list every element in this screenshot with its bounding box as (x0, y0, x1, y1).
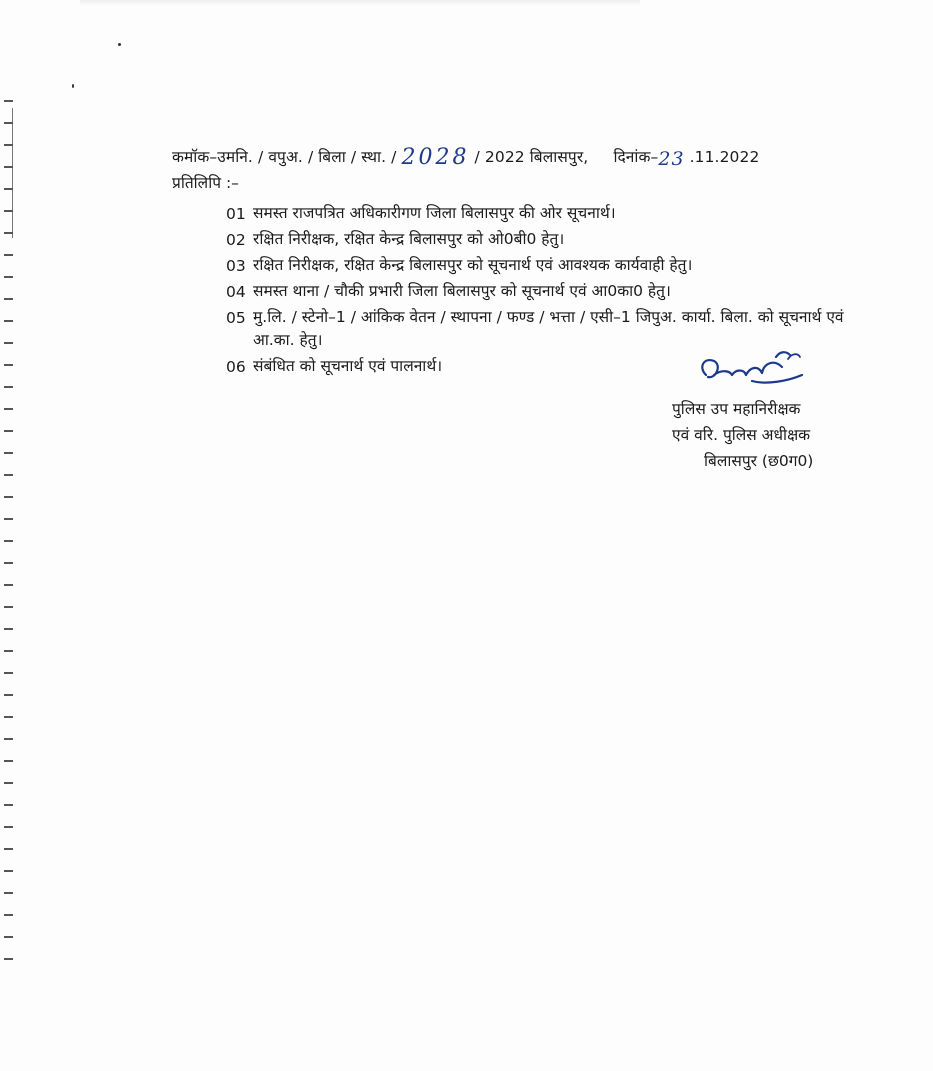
reference-line (172, 143, 759, 168)
item-text: रक्षित निरीक्षक, रक्षित केन्द्र बिलासपुर को सूचनार्थ एवं आवश्यक कार्यवाही हेतु। (253, 256, 693, 274)
item-text: समस्त राजपत्रित अधिकारीगण जिला बिलासपुर की ओर सूचनार्थ। (253, 204, 616, 222)
item-text: संबंधित को सूचनार्थ एवं पालनार्थ। (253, 357, 443, 375)
item-number: 06 (226, 358, 246, 376)
reference-prefix: कमॉक–उमनि. / वपुअ. / बिला / स्था. / (172, 148, 397, 166)
date-rest: .11.2022 (689, 148, 760, 166)
item-number: 05 (226, 309, 246, 327)
item-number: 03 (226, 257, 246, 275)
item-number: 04 (226, 283, 246, 301)
reference-year-place: / 2022 बिलासपुर, (474, 148, 589, 166)
item-number: 01 (226, 205, 246, 223)
binding-punch-marks (4, 100, 18, 1030)
list-item (226, 201, 906, 227)
signatory-block (672, 396, 892, 474)
item-text: रक्षित निरीक्षक, रक्षित केन्द्र बिलासपुर को ओ0बी0 हेतु। (253, 230, 565, 248)
list-item (226, 227, 906, 253)
list-item (226, 279, 906, 305)
handwritten-signature (692, 345, 812, 395)
date-label: दिनांक– (613, 148, 659, 166)
item-number: 02 (226, 231, 246, 249)
copy-to-label: प्रतिलिपि :– (172, 174, 239, 192)
item-text: समस्त थाना / चौकी प्रभारी जिला बिलासपुर को सूचनार्थ एवं आ0का0 हेतु। (253, 282, 671, 300)
signatory-subtitle: एवं वरि. पुलिस अधीक्षक (672, 426, 811, 444)
scan-speck (118, 43, 121, 46)
date-day-handwritten: 23 (658, 148, 685, 170)
list-item (226, 253, 906, 279)
scan-speck (72, 84, 74, 88)
item-text: मु.लि. / स्टेनो–1 / आंकिक वेतन / स्थापना / फण्ड / भत्ता / एसी–1 जिपुअ. कार्या. बिला. को सूचनार्थ एवं आ.का. हेतु। (253, 308, 844, 349)
signatory-title: पुलिस उप महानिरीक्षक (672, 400, 801, 418)
scan-smudge (80, 0, 640, 6)
reference-number-handwritten: 2028 (401, 145, 470, 170)
signatory-location: बिलासपुर (छ0ग0) (704, 452, 814, 470)
